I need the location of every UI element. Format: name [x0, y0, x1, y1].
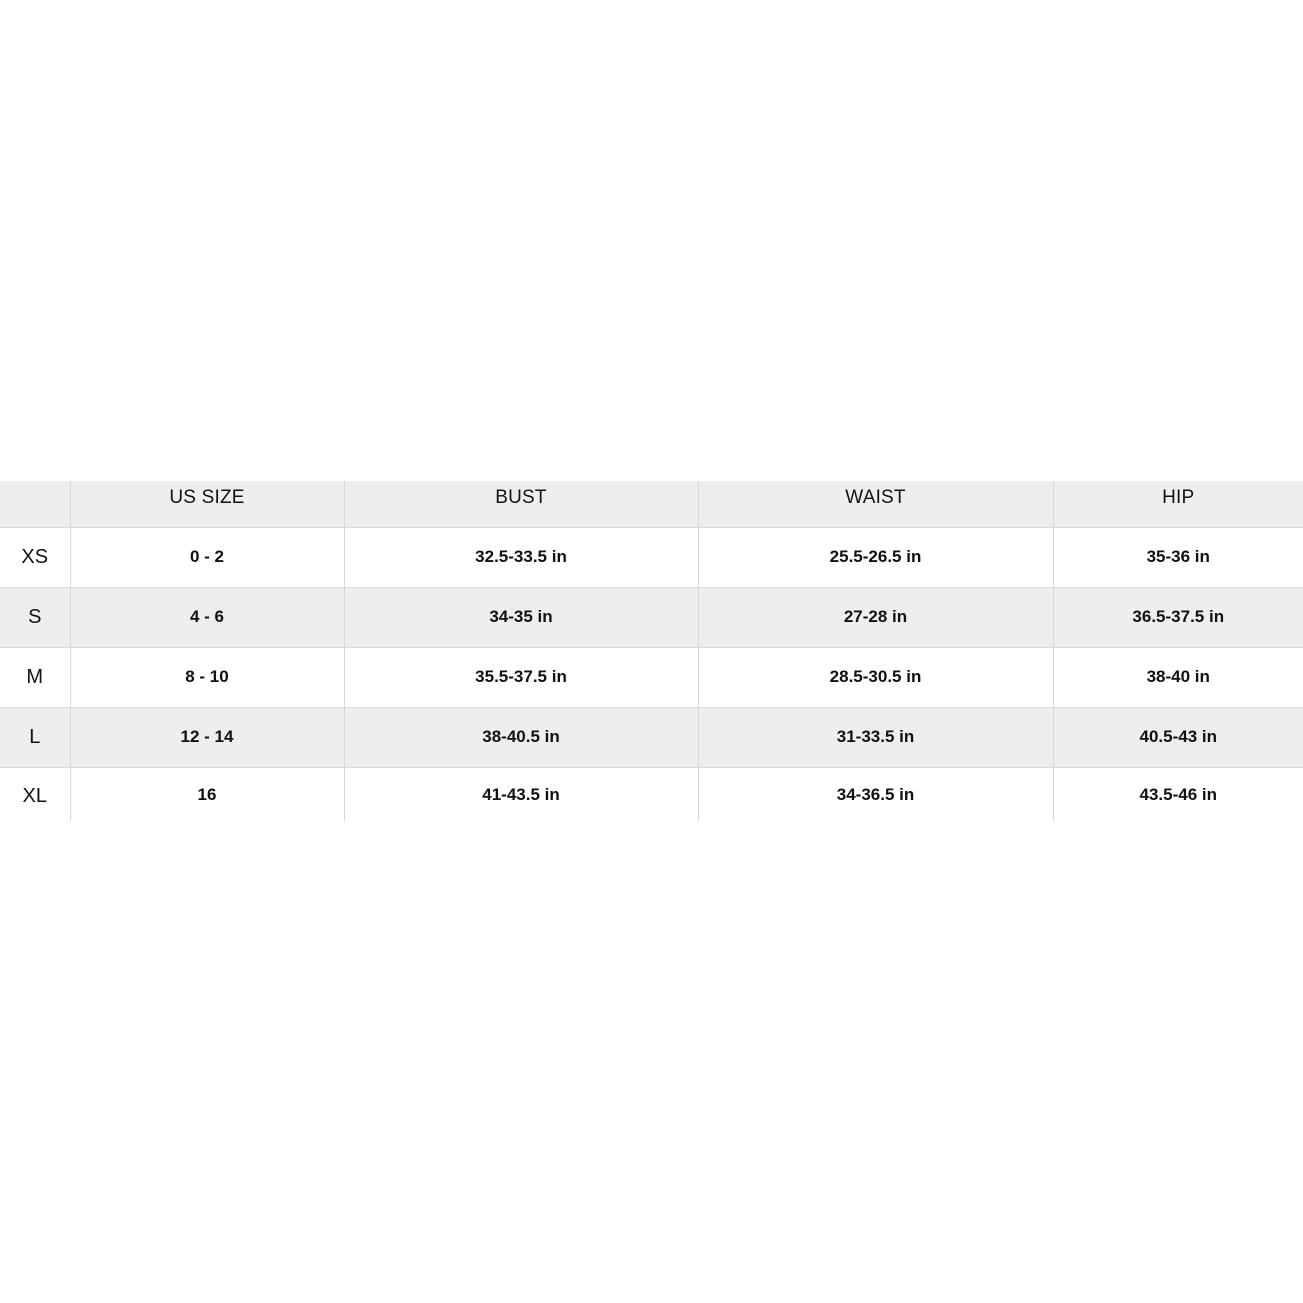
table-row — [0, 707, 1303, 767]
hip-cell: 40.5-43 in — [1053, 707, 1303, 767]
table-row — [0, 527, 1303, 587]
size-label-cell: S — [0, 587, 70, 647]
size-label-cell: XL — [0, 767, 70, 821]
bust-cell: 35.5-37.5 in — [344, 647, 698, 707]
header-cell-hip: HIP — [1053, 481, 1303, 527]
waist-cell: 31-33.5 in — [698, 707, 1053, 767]
waist-cell: 28.5-30.5 in — [698, 647, 1053, 707]
table-row — [0, 767, 1303, 821]
size-label-cell: L — [0, 707, 70, 767]
table-header-row — [0, 481, 1303, 527]
waist-cell: 25.5-26.5 in — [698, 527, 1053, 587]
table-row — [0, 587, 1303, 647]
us-size-cell: 16 — [70, 767, 344, 821]
us-size-cell: 12 - 14 — [70, 707, 344, 767]
hip-cell: 38-40 in — [1053, 647, 1303, 707]
header-cell-us-size: US SIZE — [70, 481, 344, 527]
bust-cell: 32.5-33.5 in — [344, 527, 698, 587]
waist-cell: 27-28 in — [698, 587, 1053, 647]
hip-cell: 43.5-46 in — [1053, 767, 1303, 821]
size-chart-table — [0, 481, 1303, 821]
us-size-cell: 4 - 6 — [70, 587, 344, 647]
bust-cell: 34-35 in — [344, 587, 698, 647]
header-cell-waist: WAIST — [698, 481, 1053, 527]
bust-cell: 38-40.5 in — [344, 707, 698, 767]
us-size-cell: 8 - 10 — [70, 647, 344, 707]
us-size-cell: 0 - 2 — [70, 527, 344, 587]
size-label-cell: M — [0, 647, 70, 707]
table-row — [0, 647, 1303, 707]
waist-cell: 34-36.5 in — [698, 767, 1053, 821]
bust-cell: 41-43.5 in — [344, 767, 698, 821]
hip-cell: 35-36 in — [1053, 527, 1303, 587]
hip-cell: 36.5-37.5 in — [1053, 587, 1303, 647]
header-cell-bust: BUST — [344, 481, 698, 527]
size-label-cell: XS — [21, 545, 49, 568]
header-cell-empty — [0, 481, 70, 527]
